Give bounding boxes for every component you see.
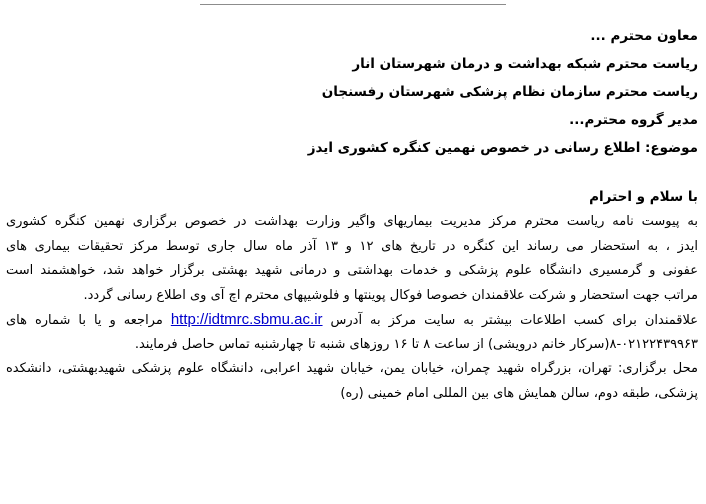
paragraph-2-line-2: ۸-۰۲۱۲۲۴۳۹۹۶۳(سرکار خانم درویشی) از ساعت ۸ تا ۱۶ روزهای شنبه تا چهارشنبه تماس حاصل فرمایند. bbox=[134, 336, 698, 352]
recipient-group-manager: مدیر گروه محترم... bbox=[569, 112, 698, 128]
spacer bbox=[6, 162, 698, 184]
paragraph-2-line-1 bbox=[6, 308, 698, 333]
contact-phone-intro: مراجعه و یا با شماره های bbox=[6, 313, 163, 328]
top-divider bbox=[200, 4, 506, 5]
paragraph-1-line-2: ایدز ، به استحضار می رساند این کنگره در تاریخ های ۱۲ و ۱۳ آذر ماه سال جاری توسط مرکز تحقیقات بیماری های bbox=[6, 238, 698, 254]
paragraph-1-line-4: مراتب جهت استحضار و شرکت علاقمندان خصوصا فوکال پوینتها و فلوشیپهای محترم اچ آی وی اطلاع رسانی گردد. bbox=[83, 287, 698, 303]
recipient-medical-council: ریاست محترم سازمان نظام پزشکی شهرستان رفسنجان bbox=[321, 84, 698, 100]
paragraph-1-line-1: به پیوست نامه ریاست محترم مرکز مدیریت بیماریهای واگیر وزارت بهداشت در خصوص برگزاری نهمین کنگره کشوری bbox=[6, 214, 698, 229]
contact-intro-text: علاقمندان برای کسب اطلاعات بیشتر به سایت مرکز به آدرس bbox=[330, 313, 698, 328]
greeting: با سلام و احترام bbox=[589, 189, 698, 205]
letter-body bbox=[6, 22, 698, 406]
paragraph-1-line-3: عفونی و گرمسیری دانشگاه علوم پزشکی و خدمات بهداشتی و درمانی شهید بهشتی برگزار خواهد شد، خواهشمند است bbox=[6, 263, 698, 278]
venue-line-2: پزشکی، طبقه دوم، سالن همایش های بین المللی امام خمینی (ره) bbox=[340, 385, 698, 401]
venue-line-1: محل برگزاری: تهران، بزرگراه شهید چمران، خیابان یمن، خیابان شهید اعرابی، دانشگاه علوم پزشکی شهیدبهشتی، دانشکده bbox=[6, 361, 698, 376]
recipient-health-network: ریاست محترم شبکه بهداشت و درمان شهرستان انار bbox=[352, 56, 698, 72]
recipient-deputy: معاون محترم ... bbox=[590, 28, 698, 44]
website-link[interactable]: http://idtmrc.sbmu.ac.ir bbox=[170, 311, 323, 328]
letter-subject: موضوع: اطلاع رسانی در خصوص نهمین کنگره کشوری ایدز bbox=[307, 140, 698, 156]
